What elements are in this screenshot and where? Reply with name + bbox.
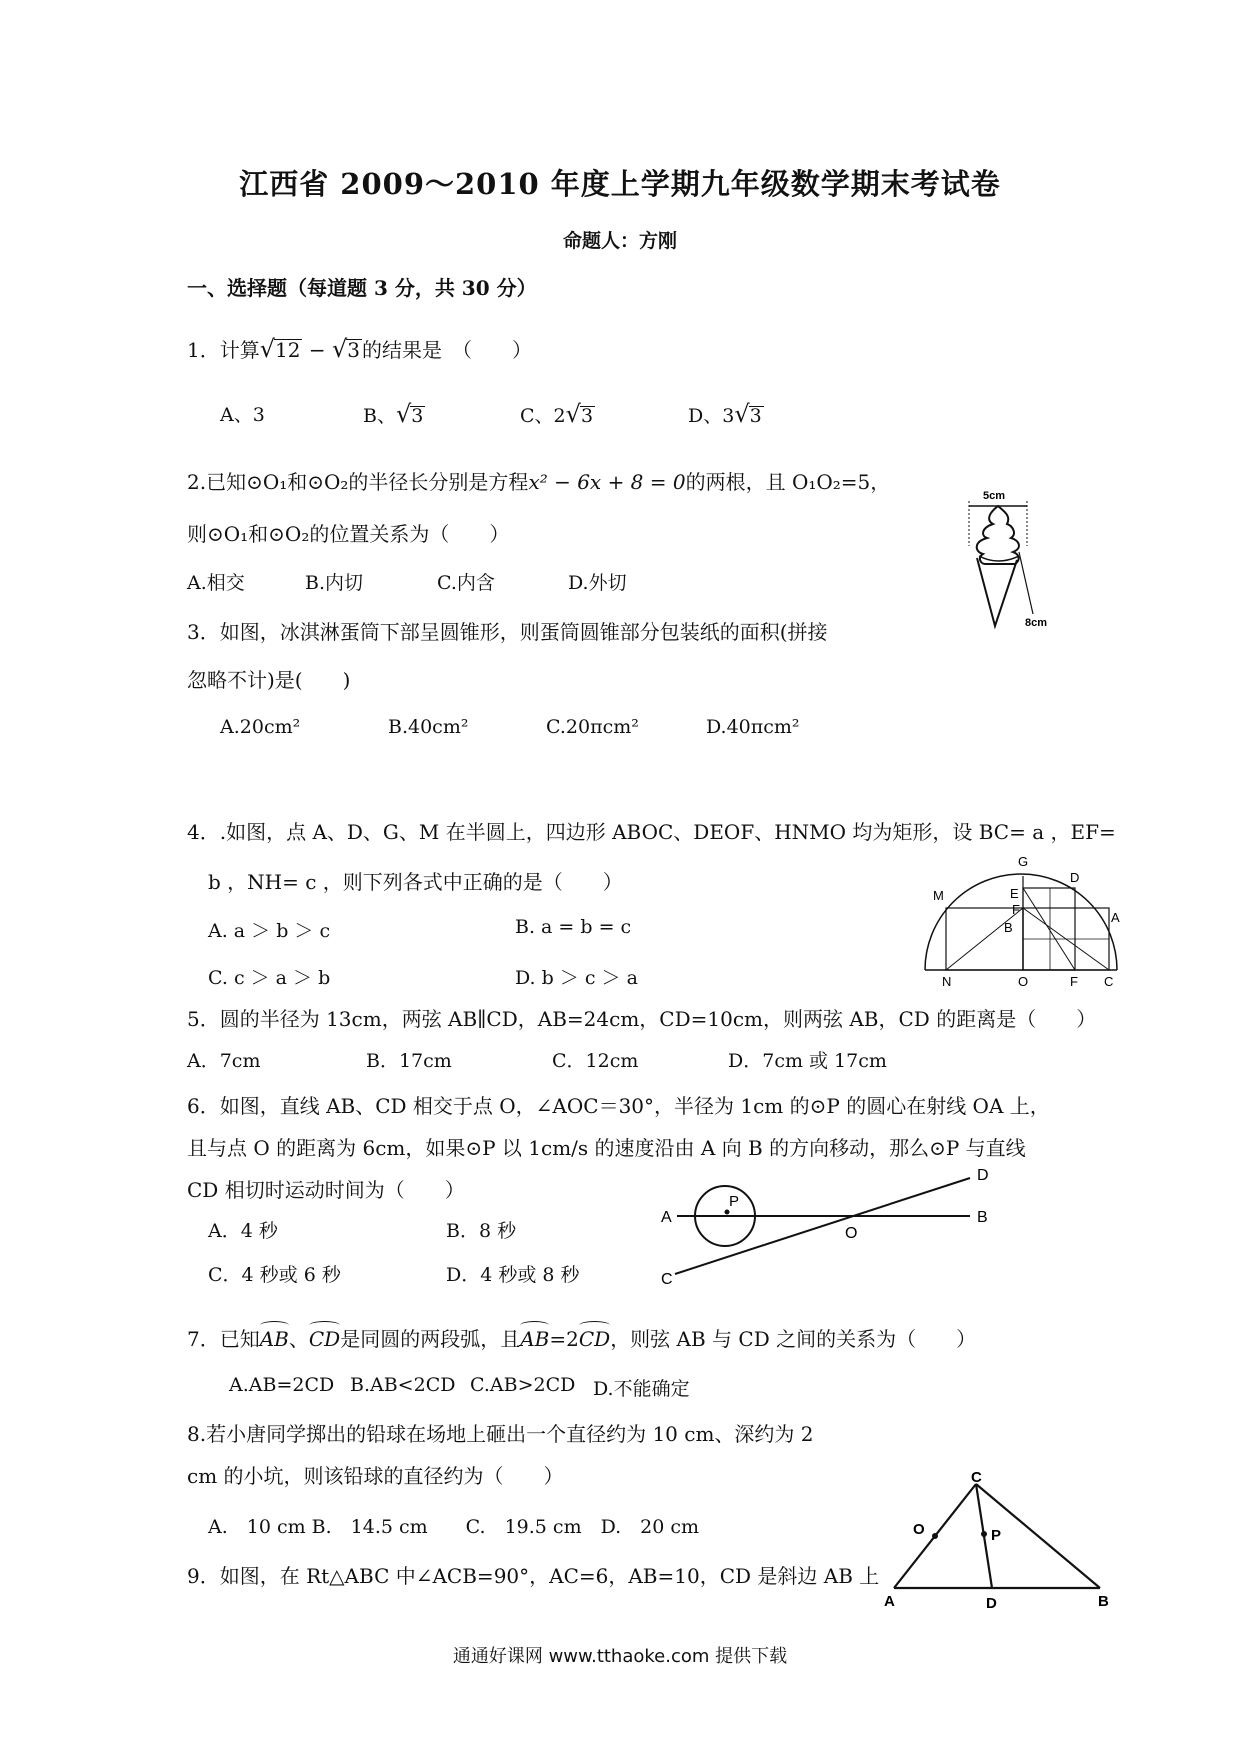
cone-side-label: 8cm bbox=[1025, 617, 1048, 629]
author-line: 命题人：方刚 bbox=[562, 230, 677, 252]
question-1: 1．计算√12 − √3 的结果是 （ ） bbox=[187, 335, 532, 363]
label-F: F bbox=[1070, 974, 1078, 989]
question-4-line-2: b ，NH= c ，则下列各式中正确的是（ ） bbox=[208, 870, 623, 894]
q5-option-c: C．12cm bbox=[552, 1050, 639, 1072]
q1-radicand-2: 3 bbox=[347, 338, 360, 362]
q1-suffix: 的结果是 （ ） bbox=[362, 338, 532, 362]
q4-option-b: B. a = b = c bbox=[515, 916, 632, 938]
ice-cream-cone-figure bbox=[955, 486, 1065, 646]
question-3-line-1: 3．如图，冰淇淋蛋筒下部呈圆锥形，则蛋筒圆锥部分包装纸的面积(拼接 bbox=[187, 620, 828, 644]
label-B: B bbox=[1004, 920, 1013, 935]
q6-option-d: D．4 秒或 8 秒 bbox=[446, 1264, 580, 1286]
q5-option-d: D．7cm 或 17cm bbox=[728, 1050, 887, 1072]
label-B: B bbox=[977, 1209, 988, 1226]
label-O: O bbox=[845, 1225, 858, 1242]
label-F-inner: F bbox=[1012, 902, 1020, 917]
arc-CD: CD bbox=[308, 1327, 341, 1351]
question-4-line-1: 4．.如图，点 A、D、G、M 在半圆上，四边形 ABOC、DEOF、HNMO 均为矩形，设 BC= a ，EF= bbox=[187, 820, 1116, 844]
q1-option-a: A、3 bbox=[220, 404, 265, 426]
q3-option-c: C.20πcm² bbox=[546, 716, 639, 738]
q4-option-a: A. a ＞ b ＞ c bbox=[208, 920, 331, 942]
q4-option-d: D. b ＞ c ＞ a bbox=[515, 967, 638, 989]
question-6-line-3: CD 相切时运动时间为（ ） bbox=[187, 1178, 465, 1202]
label-M: M bbox=[933, 888, 944, 903]
label-O: O bbox=[913, 1521, 925, 1538]
q3-option-d: D.40πcm² bbox=[706, 716, 800, 738]
arc-AB-2: AB bbox=[520, 1327, 550, 1351]
question-8-line-1: 8.若小唐同学掷出的铅球在场地上砸出一个直径约为 10 cm、深约为 2 bbox=[187, 1422, 814, 1446]
label-P: P bbox=[991, 1527, 1002, 1544]
arc-CD-2: CD bbox=[578, 1327, 611, 1351]
q2-equation: x² − 6x + 8 = 0 bbox=[528, 470, 686, 494]
page-title: 江西省 2009～2010 年度上学期九年级数学期末考试卷 bbox=[239, 167, 1001, 201]
label-P: P bbox=[729, 1193, 740, 1210]
question-8-line-2: cm 的小坑，则该铅球的直径约为（ ） bbox=[187, 1464, 564, 1488]
label-C: C bbox=[971, 1470, 982, 1486]
q6-option-b: B．8 秒 bbox=[446, 1220, 517, 1242]
q8-options: A. 10 cm B. 14.5 cm C. 19.5 cm D. 20 cm bbox=[208, 1516, 700, 1538]
question-5: 5．圆的半径为 13cm，两弦 AB∥CD，AB=24cm，CD=10cm，则两弦 AB，CD 的距离是（ ） bbox=[187, 1007, 1097, 1031]
q7-option-c: C.AB>2CD bbox=[470, 1374, 576, 1396]
label-D: D bbox=[986, 1595, 997, 1610]
question-3-line-2: 忽略不计)是( ) bbox=[187, 668, 351, 692]
question-6-line-1: 6．如图，直线 AB、CD 相交于点 O，∠AOC＝30°，半径为 1cm 的⊙P 的圆心在射线 OA 上， bbox=[187, 1094, 1050, 1118]
q3-option-b: B.40cm² bbox=[388, 716, 469, 738]
q2-option-b: B.内切 bbox=[305, 572, 364, 594]
section-heading: 一、选择题（每道题 3 分，共 30 分） bbox=[187, 276, 537, 300]
q1-option-c: C、2√3 bbox=[520, 400, 594, 428]
question-2-line-2: 则⊙O₁和⊙O₂的位置关系为（ ） bbox=[187, 522, 510, 546]
q7-option-d: D.不能确定 bbox=[593, 1378, 690, 1400]
q1-option-b: B、√3 bbox=[363, 400, 424, 428]
question-7: 7．已知AB、CD是同圆的两段弧，且AB=2CD，则弦 AB 与 CD 之间的关系为（ ） bbox=[187, 1327, 977, 1351]
label-N: N bbox=[942, 974, 952, 989]
question-6-line-2: 且与点 O 的距离为 6cm，如果⊙P 以 1cm/s 的速度沿由 A 向 B 的方向移动，那么⊙P 与直线 bbox=[187, 1136, 1026, 1160]
label-A: A bbox=[1111, 910, 1120, 925]
q4-option-c: C. c ＞ a ＞ b bbox=[208, 967, 331, 989]
cone-top-label: 5cm bbox=[983, 490, 1006, 502]
question-9-line-1: 9．如图，在 Rt△ABC 中∠ACB=90°，AC=6，AB=10，CD 是斜边 AB 上 bbox=[187, 1564, 880, 1588]
lines-circle-figure bbox=[655, 1162, 1000, 1287]
label-C: C bbox=[1104, 974, 1114, 989]
q3-option-a: A.20cm² bbox=[220, 716, 301, 738]
right-triangle-figure bbox=[880, 1470, 1130, 1610]
label-C: C bbox=[661, 1271, 673, 1287]
q6-option-a: A．4 秒 bbox=[208, 1220, 278, 1242]
arc-AB: AB bbox=[259, 1327, 289, 1351]
semicircle-rectangles-figure bbox=[920, 848, 1130, 990]
question-2-line-1: 2.已知⊙O₁和⊙O₂的半径长分别是方程x² − 6x + 8 = 0的两根，且 O₁O₂=5， bbox=[187, 470, 891, 494]
label-D: D bbox=[977, 1167, 989, 1184]
q2-option-c: C.内含 bbox=[437, 572, 495, 594]
label-O: O bbox=[1018, 974, 1029, 989]
q7-option-b: B.AB<2CD bbox=[350, 1374, 456, 1396]
footer-credit: 通通好课网 www.tthaoke.com 提供下载 bbox=[452, 1646, 788, 1667]
q1-option-d: D、3√3 bbox=[688, 400, 762, 428]
label-A: A bbox=[661, 1209, 672, 1226]
label-A: A bbox=[884, 1593, 895, 1610]
q1-minus: − bbox=[302, 338, 332, 362]
label-D: D bbox=[1070, 870, 1080, 885]
q1-radicand-1: 12 bbox=[275, 338, 301, 362]
q2-option-d: D.外切 bbox=[568, 572, 627, 594]
q7-option-a: A.AB=2CD bbox=[229, 1374, 335, 1396]
label-E: E bbox=[1010, 886, 1019, 901]
q6-option-c: C．4 秒或 6 秒 bbox=[208, 1264, 341, 1286]
label-B: B bbox=[1098, 1593, 1109, 1610]
q1-prefix: 1．计算 bbox=[187, 338, 260, 362]
q2-option-a: A.相交 bbox=[187, 572, 245, 594]
q5-option-a: A．7cm bbox=[187, 1050, 261, 1072]
q5-option-b: B．17cm bbox=[366, 1050, 452, 1072]
label-G: G bbox=[1018, 854, 1029, 869]
